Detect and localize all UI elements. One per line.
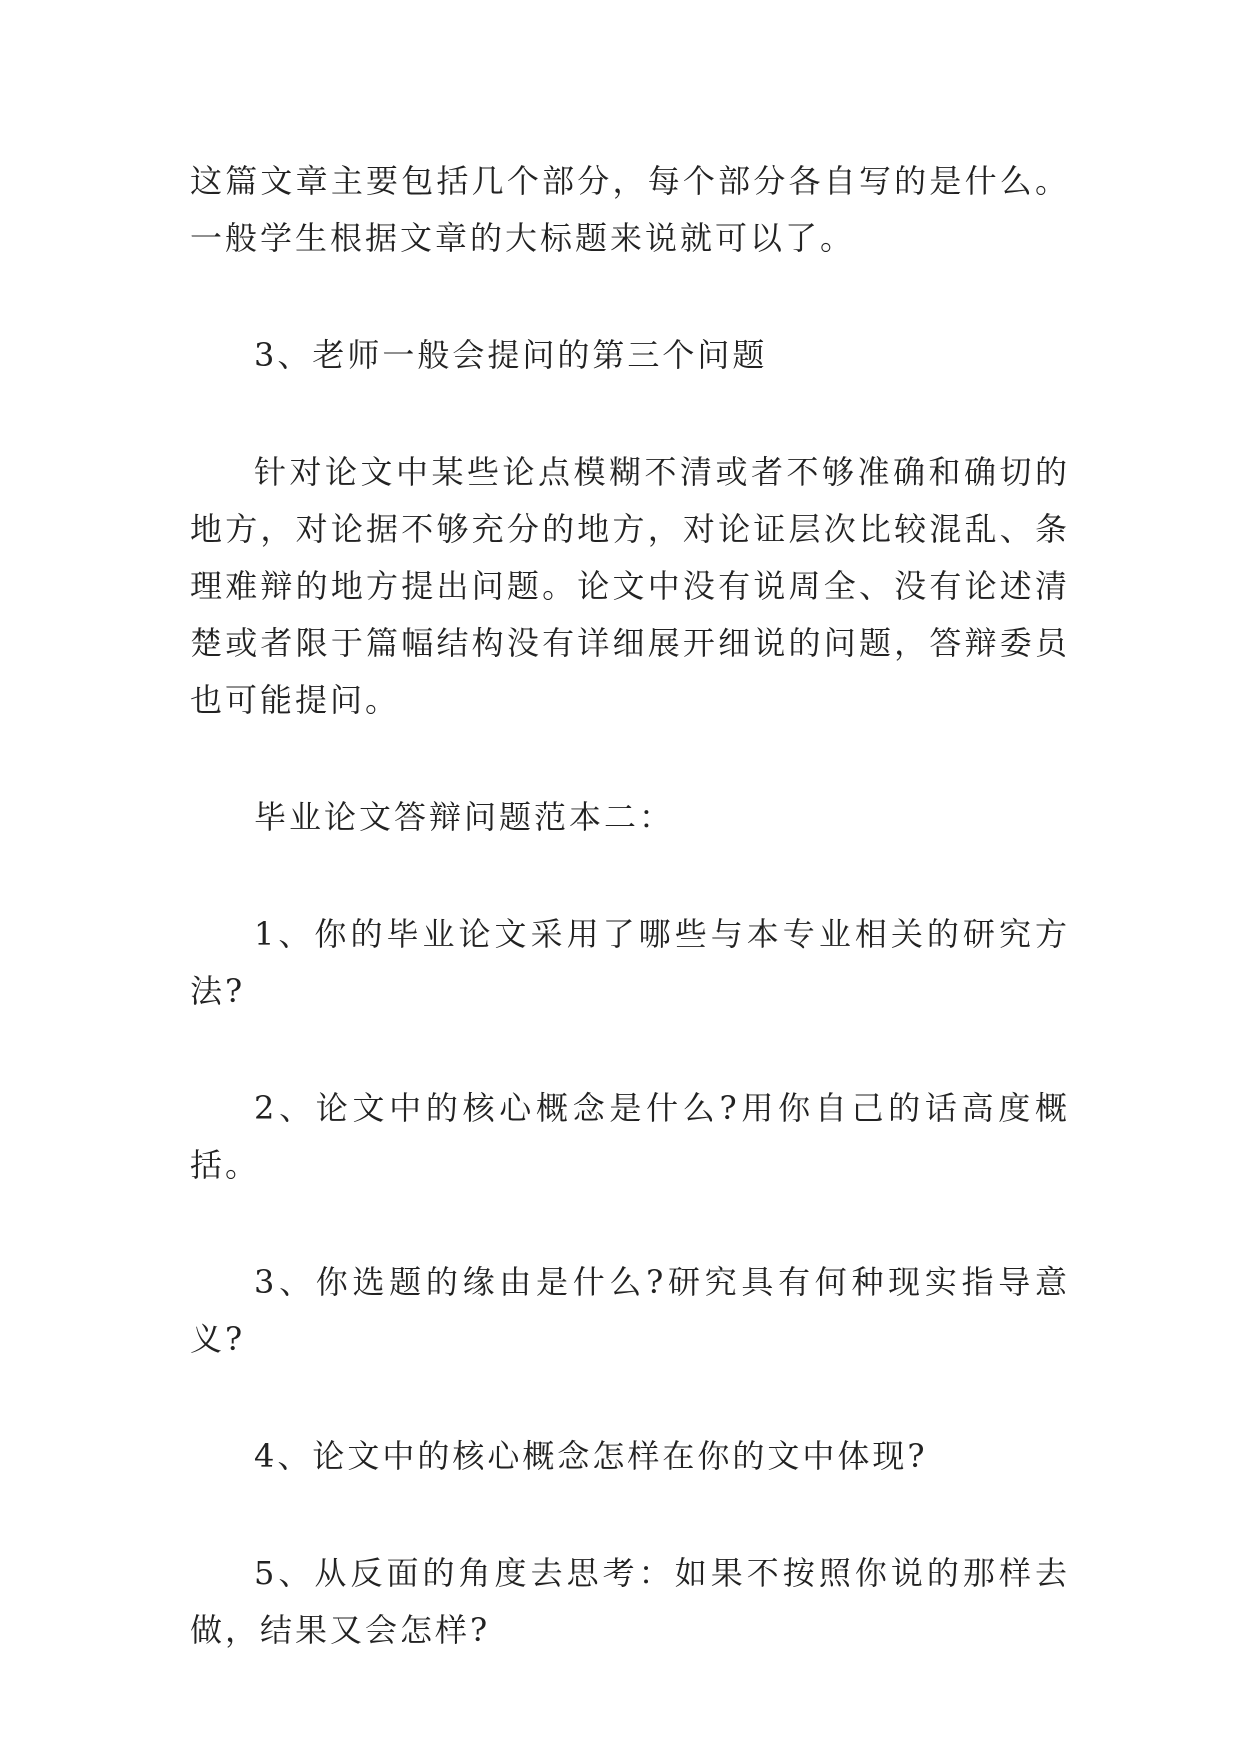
- heading-question-3: 3、老师一般会提问的第三个问题: [254, 336, 768, 374]
- paragraph-intro-continuation: 这篇文章主要包括几个部分，每个部分各自写的是什么。一般学生根据文章的大标题来说就可以了。: [190, 162, 1070, 257]
- body-text: [190, 153, 1070, 1719]
- list-item-2: 2、论文中的核心概念是什么?用你自己的话高度概括。: [190, 1089, 1070, 1184]
- list-item-4: 4、论文中的核心概念怎样在你的文中体现?: [254, 1437, 928, 1475]
- list-item-5: 5、从反面的角度去思考：如果不按照你说的那样去做，结果又会怎样?: [190, 1554, 1070, 1649]
- heading-sample-two: 毕业论文答辩问题范本二：: [254, 798, 675, 836]
- list-item-1: 1、你的毕业论文采用了哪些与本专业相关的研究方法?: [190, 915, 1070, 1010]
- list-item-3: 3、你选题的缘由是什么?研究具有何种现实指导意义?: [190, 1263, 1070, 1358]
- paragraph-question-3-detail: 针对论文中某些论点模糊不清或者不够准确和确切的地方，对论据不够充分的地方，对论证层次比较混乱、条理难辩的地方提出问题。论文中没有说周全、没有论述清楚或者限于篇幅结构没有详细展开细说的问题，答辩委员也可能提问。: [190, 453, 1070, 719]
